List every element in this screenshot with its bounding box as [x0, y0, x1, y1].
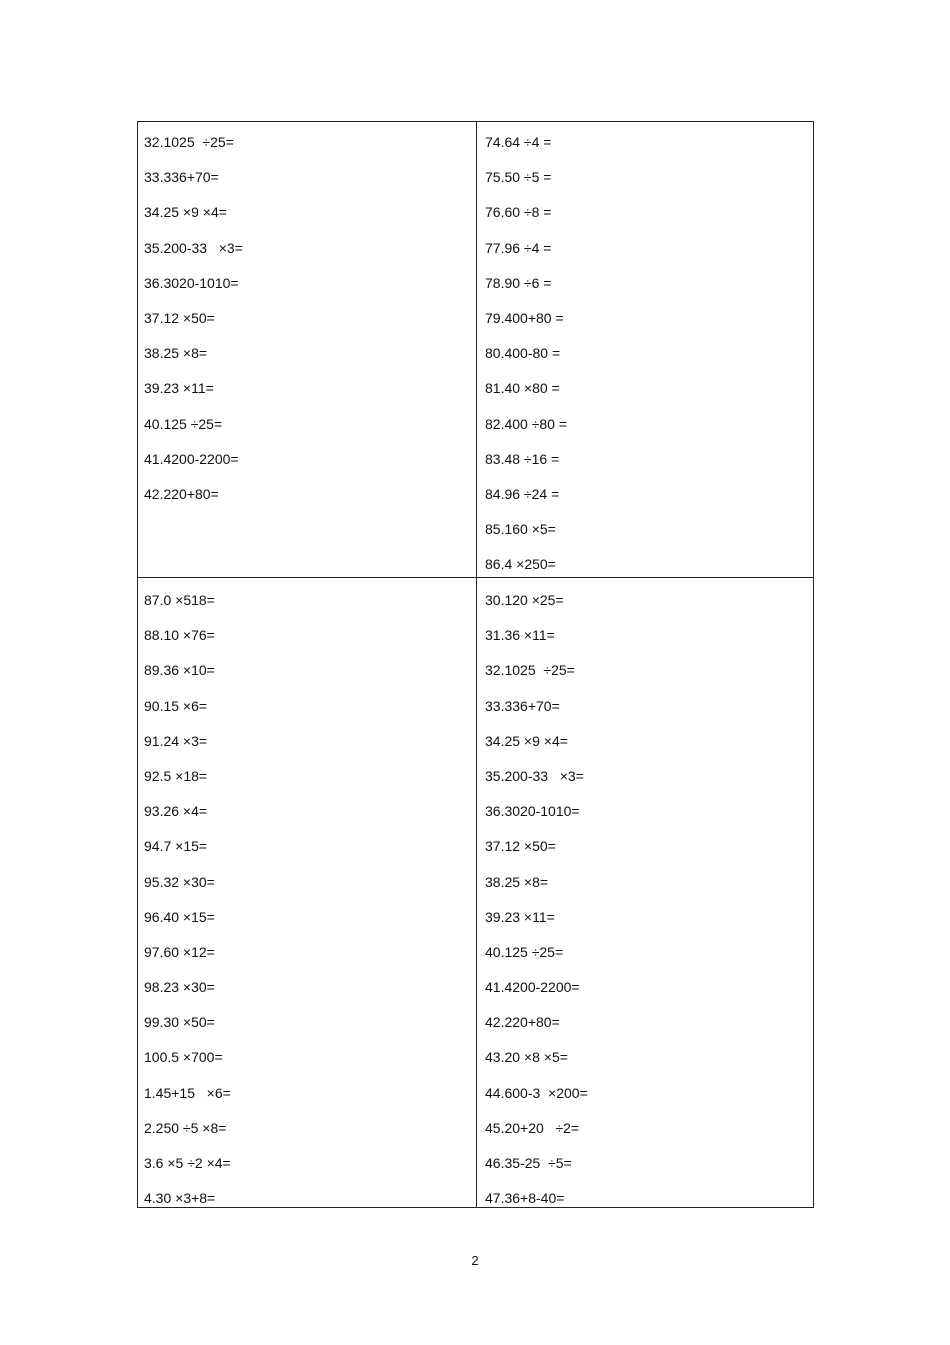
math-problem: 39.23 ×11= [144, 380, 214, 397]
cell-bottom-left [144, 583, 231, 1216]
math-problem: 43.20 ×8 ×5= [485, 1049, 568, 1066]
math-problem: 36.3020-1010= [144, 274, 239, 291]
math-problem: 91.24 ×3= [144, 732, 208, 749]
column-divider [476, 122, 477, 1207]
math-problem: 84.96 ÷24 = [485, 485, 560, 502]
math-problem: 45.20+20 ÷2= [485, 1119, 580, 1136]
math-problem: 81.40 ×80 = [485, 380, 560, 397]
math-problem: 4.30 ×3+8= [144, 1190, 216, 1207]
math-problem: 90.15 ×6= [144, 697, 208, 714]
math-problem: 82.400 ÷80 = [485, 415, 568, 432]
math-problem: 38.25 ×8= [144, 345, 208, 362]
math-problem: 89.36 ×10= [144, 662, 215, 679]
math-problem: 40.125 ÷25= [485, 943, 564, 960]
math-problem: 78.90 ÷6 = [485, 274, 552, 291]
math-problem: 42.220+80= [144, 485, 219, 502]
cell-top-left [144, 125, 243, 512]
math-problem: 35.200-33 ×3= [144, 239, 243, 256]
page-number: 2 [471, 1253, 479, 1268]
math-problem: 47.36+8-40= [485, 1190, 565, 1207]
math-problem: 32.1025 ÷25= [485, 662, 575, 679]
math-problem: 87.0 ×518= [144, 592, 215, 608]
math-problem: 100.5 ×700= [144, 1049, 223, 1066]
math-problem: 93.26 ×4= [144, 803, 208, 820]
math-problem: 99.30 ×50= [144, 1014, 215, 1031]
math-problem: 41.4200-2200= [144, 450, 239, 467]
math-problem: 34.25 ×9 ×4= [144, 204, 227, 221]
math-problem: 39.23 ×11= [485, 908, 555, 925]
math-problem: 30.120 ×25= [485, 592, 564, 608]
math-problem: 96.40 ×15= [144, 908, 215, 925]
math-problem: 98.23 ×30= [144, 979, 215, 996]
math-problem: 38.25 ×8= [485, 873, 549, 890]
math-problem: 80.400-80 = [485, 345, 561, 362]
math-problem: 92.5 ×18= [144, 767, 208, 784]
math-problem: 77.96 ÷4 = [485, 239, 552, 256]
math-problem: 3.6 ×5 ÷2 ×4= [144, 1155, 231, 1171]
math-problem: 1.45+15 ×6= [144, 1084, 231, 1101]
cell-bottom-right [485, 583, 588, 1216]
math-problem: 46.35-25 ÷5= [485, 1155, 572, 1171]
math-problem: 35.200-33 ×3= [485, 767, 584, 784]
row-divider [138, 577, 813, 578]
cell-top-right [485, 125, 567, 582]
math-problem: 40.125 ÷25= [144, 415, 223, 432]
math-problem: 97.60 ×12= [144, 943, 215, 960]
math-problem: 37.12 ×50= [485, 838, 556, 855]
math-problem: 41.4200-2200= [485, 979, 580, 996]
math-problem: 75.50 ÷5 = [485, 169, 552, 186]
math-problem: 31.36 ×11= [485, 627, 555, 644]
math-problem: 34.25 ×9 ×4= [485, 732, 568, 749]
math-problem: 33.336+70= [485, 697, 560, 714]
math-problem: 83.48 ÷16 = [485, 450, 560, 467]
math-problem: 42.220+80= [485, 1014, 560, 1031]
math-problem: 33.336+70= [144, 169, 219, 186]
math-problem: 74.64 ÷4 = [485, 134, 552, 150]
math-problem: 76.60 ÷8 = [485, 204, 552, 221]
math-problem: 2.250 ÷5 ×8= [144, 1119, 227, 1136]
math-problem: 37.12 ×50= [144, 309, 215, 326]
math-problem: 44.600-3 ×200= [485, 1084, 588, 1101]
math-problem: 85.160 ×5= [485, 521, 556, 538]
math-problem: 79.400+80 = [485, 309, 564, 326]
math-problem: 94.7 ×15= [144, 838, 208, 855]
math-problem: 88.10 ×76= [144, 627, 215, 644]
math-problem: 86.4 ×250= [485, 556, 556, 573]
math-problem: 32.1025 ÷25= [144, 134, 234, 150]
worksheet-table [137, 121, 814, 1208]
math-problem: 36.3020-1010= [485, 803, 580, 820]
math-problem: 95.32 ×30= [144, 873, 215, 890]
